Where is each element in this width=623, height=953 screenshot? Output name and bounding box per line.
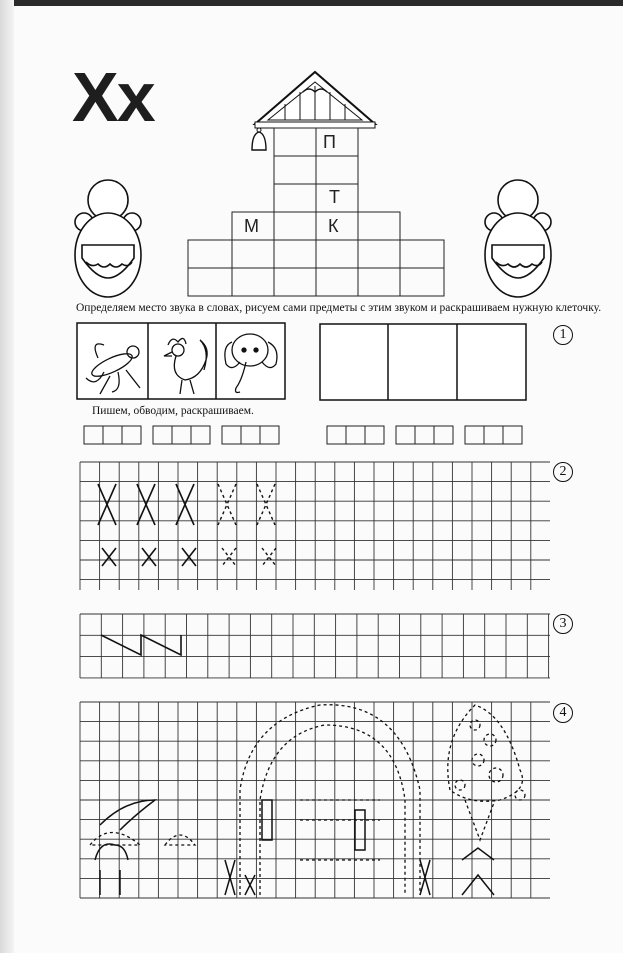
writing-grid-task-2 [80,462,550,590]
letter-title: Xx [72,58,154,136]
task-number-4: 4 [553,703,573,723]
instruction-sound-position: Определяем место звука в словах, рисуем сами предметы с этим звуком и раскрашиваем нужную клеточку. [76,302,602,314]
tower-letter-p: П [323,132,336,152]
writing-grid-task-3 [80,614,550,678]
task-number-2: 2 [553,462,573,482]
tower-letter-t: Т [329,187,340,207]
doll-icon [75,180,141,297]
bell-icon [252,128,274,150]
task-number-1: 1 [553,325,573,345]
doll-icon [485,180,551,297]
letter-x-traces [98,484,196,566]
tower-letter-m: М [244,216,259,236]
zigzag-trace [101,635,181,655]
task-number-3: 3 [553,614,573,634]
tower-letter-k: К [328,216,339,236]
instruction-write-trace: Пишем, обводим, раскрашиваем. [92,405,254,417]
